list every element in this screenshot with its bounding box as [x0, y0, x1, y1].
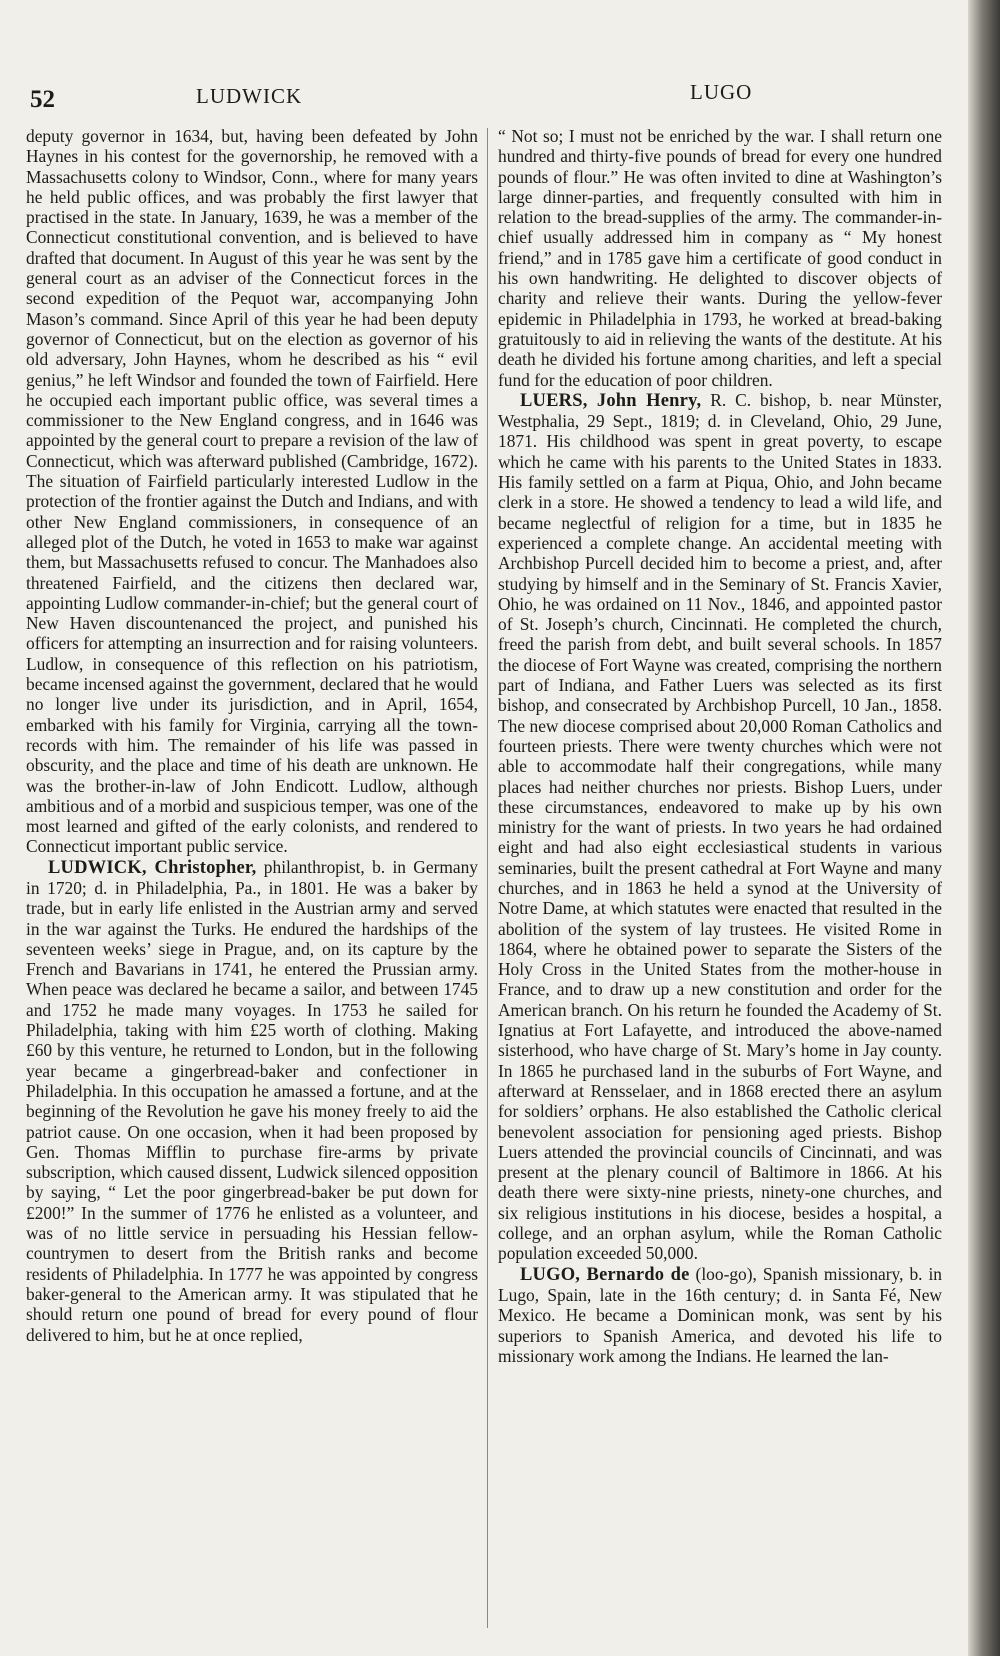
- page-number: 52: [30, 86, 55, 113]
- ludwick-entry: [26, 857, 478, 1345]
- lugo-text: (loo-go), Spanish missionary, b. in Lugo, Spain, late in the 16th century; d. in Santa Fé, New Mexico. He became a Dominican monk, was sent by his superiors to Spanish America, and devoted his life to missionary work among the Indians. He learned the lan-: [498, 1263, 942, 1366]
- luers-entry: [498, 390, 942, 1264]
- running-head: [0, 80, 968, 113]
- luers-text: R. C. bishop, b. near Münster, Westphalia, 29 Sept., 1819; d. in Cleveland, Ohio, 29 June, 1871. His childhood was spent in great poverty, to escape which he came with his parents to the United States in 1833. His family settled on a farm at Piqua, Ohio, and John became clerk in a store. He showed a tendency to lead a wild life, and became neglectful of religion for a time, but in 1835 he experienced a complete change. An accidental meeting with Archbishop Purcell decided him to become a priest, and, after studying by himself and in the Seminary of St. Francis Xavier, Ohio, he was ordained on 11 Nov., 1846, and appointed pastor of St. Joseph’s church, Cincinnati. He completed the church, freed the parish from debt, and built several schools. In 1857 the diocese of Fort Wayne was created, comprising the northern part of Indiana, and Father Luers was selected as its first bishop, and consecrated by Archbishop Purcell, 10 Jan., 1858. The new diocese comprised about 20,000 Roman Catholics and fourteen priests. There were twenty churches which were not able to accommodate half their congregations, while many places had neither churches nor priests. Bishop Luers, under these circumstances, endeavored to make up by his own ministry for the want of priests. In two years he had ordained eight and had also eight ecclesiastical students in various seminaries, built the present cathedral at Fort Wayne and many churches, and in 1863 he held a synod at the University of Notre Dame, at which statutes were enacted that resulted in the abolition of the system of lay trustees. He visited Rome in 1864, where he obtained power to separate the Sisters of the Holy Cross in the United States from the mother-house in France, and to draw up a new constitution and order for the American branch. On his return he founded the Academy of St. Ignatius at Fort Lafayette, and introduced the above-named sisterhood, who have charge of St. Mary’s home in Jay county. In 1865 he purchased land in the suburbs of Fort Wayne, and afterward at Rensselaer, and in 1868 erected there an asylum for soldiers’ orphans. He also established the Catholic clerical benevolent association for pensioning aged priests. Bishop Luers attended the provincial councils of Cincinnati, and was present at the plenary council of Baltimore in 1866. At his death there were sixty-nine priests, ninety-one churches, and six religious institutions in his diocese, besides a hospital, a college, and an orphan asylum, while the Roman Catholic population exceeded 50,000.: [498, 389, 942, 1264]
- lugo-headword: LUGO, Bernardo de: [520, 1264, 690, 1285]
- ludwick-text: philanthropist, b. in Germany in 1720; d. in Philadelphia, Pa., in 1801. He was a baker by trade, but in early life enlisted in the Austrian army and served in the war against the Turks. He endured the hardships of the seventeen weeks’ siege in Prague, and, on its capture by the French and Bavarians in 1741, he entered the Prussian army. When peace was declared he became a sailor, and between 1745 and 1752 he made many voyages. In 1753 he sailed for Philadelphia, taking with him £25 worth of clothing. Making £60 by this venture, he returned to London, but in the following year became a gingerbread-baker and confectioner in Philadelphia. In this occupation he amassed a fortune, and at the beginning of the Revolution he gave his money freely to aid the patriot cause. On one occasion, when it had been proposed by Gen. Thomas Mifflin to purchase fire-arms by private subscription, which caused dissent, Ludwick silenced opposition by saying, “ Let the poor gingerbread-baker be put down for £200!” In the summer of 1776 he enlisted as a volunteer, and was of no little service in persuading his Hessian fellow-countrymen to desert from the British ranks and become residents of Philadelphia. In 1777 he was appointed by congress baker-general to the American army. It was stipulated that he should return one pound of bread for every pound of flour delivered to him, but he at once replied,: [26, 856, 479, 1345]
- lugo-entry: [498, 1264, 942, 1366]
- book-fore-edge: [968, 0, 1000, 1656]
- right-column: [498, 126, 942, 1366]
- left-running-head: LUDWICK: [196, 84, 303, 108]
- ludwick-headword: LUDWICK, Christopher,: [48, 857, 257, 878]
- ludwick-entry-continuation: “ Not so; I must not be enriched by the war. I shall return one hundred and thirty-five pounds of bread for every one hundred pounds of flour.” He was often invited to dine at Washington’s large dinner-parties, and frequently consulted with him in relation to the bread-supplies of the army. The commander-in-chief usually addressed him in company as “ My honest friend,” and in 1785 gave him a certificate of good conduct in his own handwriting. He delighted to discover objects of charity and relieve their wants. During the yellow-fever epidemic in Philadelphia in 1793, he worked at bread-baking gratuitously to aid in relieving the wants of the destitute. At his death he divided his fortune among charities, and left a special fund for the education of poor children.: [498, 126, 942, 390]
- luers-headword: LUERS, John Henry,: [520, 390, 702, 411]
- ludlow-entry-continuation: deputy governor in 1634, but, having been defeated by John Haynes in his contest for the governorship, he removed with a Massachusetts colony to Windsor, Conn., where for many years he held public offices, and was probably the first lawyer that practised in the state. In January, 1639, he was a member of the Connecticut constitutional convention, and is believed to have drafted that document. In August of this year he was sent by the general court as an adviser of the Connecticut forces in the second expedition of the Pequot war, accompanying John Mason’s command. Since April of this year he had been deputy governor of Connecticut, but on the election as governor of his old adversary, John Haynes, whom he described as his “ evil genius,” he left Windsor and founded the town of Fairfield. Here he occupied each important public office, was several times a commissioner to the New England congress, and in 1646 was appointed by the general court to prepare a revision of the law of Connecticut, which was afterward published (Cambridge, 1672). The situation of Fairfield particularly interested Ludlow in the protection of the frontier against the Dutch and Indians, and with other New England commissioners, in consequence of an alleged plot of the Dutch, he voted in 1653 to make war against them, but Massachusetts refused to concur. The Manhadoes also threatened Fairfield, and the citizens then declared war, appointing Ludlow commander-in-chief; but the general court of New Haven discountenanced the project, and punished his officers for attempting an insurrection and for raising volunteers. Ludlow, in consequence of this reflection on his patriotism, became incensed against the government, declared that he would no longer live under its jurisdiction, and in April, 1654, embarked with his family for Virginia, carrying all the town-records with him. The remainder of his life was passed in obscurity, and the place and time of his death are unknown. He was the brother-in-law of John Endicott. Ludlow, although ambitious and of a morbid and suspicious temper, was one of the most learned and gifted of the early colonists, and rendered to Connecticut important public service.: [26, 126, 478, 857]
- right-running-head: LUGO: [690, 80, 753, 104]
- left-column: [26, 126, 478, 1345]
- column-divider: [487, 128, 488, 1628]
